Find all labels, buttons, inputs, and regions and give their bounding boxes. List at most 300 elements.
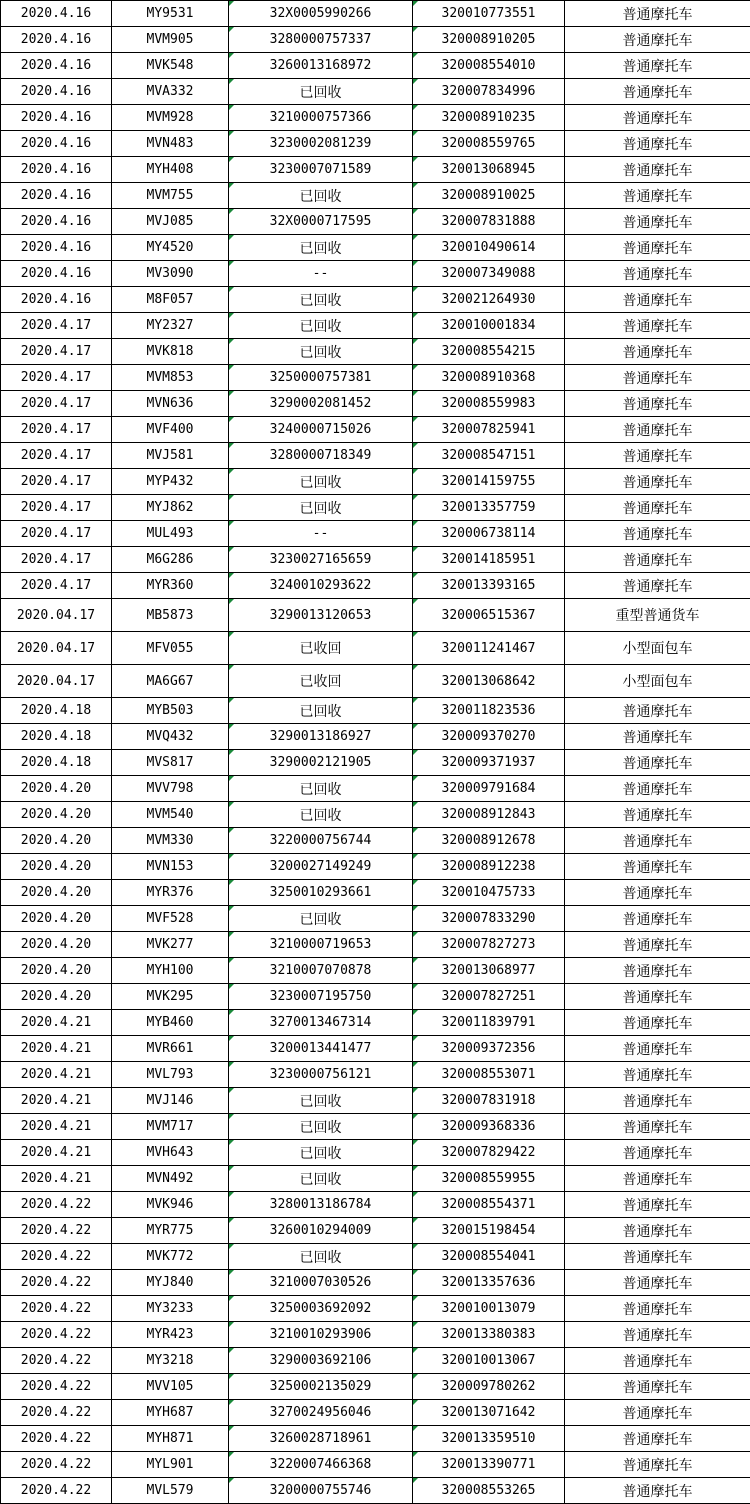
plate-cell[interactable]: MV3090 [112, 261, 229, 287]
plate-cell[interactable]: MYL901 [112, 1452, 229, 1478]
code-cell[interactable]: 3210010293906 [229, 1322, 413, 1348]
code-cell[interactable]: 3240010293622 [229, 573, 413, 599]
table-row [1, 1296, 750, 1322]
code-cell[interactable]: 3250000757381 [229, 365, 413, 391]
id-number-cell[interactable]: 320014185951 [413, 547, 565, 573]
plate-cell[interactable]: MVM540 [112, 802, 229, 828]
code-cell[interactable]: 3280000718349 [229, 443, 413, 469]
id-number-cell[interactable]: 320007827251 [413, 984, 565, 1010]
date-cell[interactable]: 2020.4.17 [1, 391, 112, 417]
id-number-cell[interactable]: 320009791684 [413, 776, 565, 802]
plate-cell[interactable]: MY3218 [112, 1348, 229, 1374]
code-cell[interactable]: 32X0005990266 [229, 1, 413, 27]
code-cell[interactable]: 32X0000717595 [229, 209, 413, 235]
id-number-cell[interactable]: 320006738114 [413, 521, 565, 547]
date-cell[interactable]: 2020.4.20 [1, 906, 112, 932]
code-cell[interactable]: 已回收 [229, 1140, 413, 1166]
date-cell[interactable]: 2020.4.16 [1, 209, 112, 235]
id-number-cell[interactable]: 320013357759 [413, 495, 565, 521]
id-number-cell[interactable]: 320009368336 [413, 1114, 565, 1140]
id-number-cell[interactable]: 320008554041 [413, 1244, 565, 1270]
vehicle-type-cell[interactable]: 普通摩托车 [565, 1010, 750, 1036]
vehicle-type-cell[interactable]: 普通摩托车 [565, 417, 750, 443]
vehicle-type-cell[interactable]: 普通摩托车 [565, 365, 750, 391]
plate-cell[interactable]: MVS817 [112, 750, 229, 776]
date-cell[interactable]: 2020.4.16 [1, 235, 112, 261]
code-cell[interactable]: 已回收 [229, 235, 413, 261]
vehicle-type-cell[interactable]: 普通摩托车 [565, 573, 750, 599]
id-number-cell[interactable]: 320008912843 [413, 802, 565, 828]
id-number-cell[interactable]: 320010475733 [413, 880, 565, 906]
table-row [1, 1244, 750, 1270]
vehicle-type-cell[interactable]: 普通摩托车 [565, 391, 750, 417]
id-number-cell[interactable]: 320009370270 [413, 724, 565, 750]
plate-cell[interactable]: MYB503 [112, 698, 229, 724]
code-cell[interactable]: 3210000719653 [229, 932, 413, 958]
code-cell[interactable]: 3270013467314 [229, 1010, 413, 1036]
vehicle-type-cell[interactable]: 普通摩托车 [565, 261, 750, 287]
code-cell[interactable]: 已回收 [229, 1166, 413, 1192]
id-number-cell[interactable]: 320008547151 [413, 443, 565, 469]
vehicle-type-cell[interactable]: 普通摩托车 [565, 443, 750, 469]
plate-cell[interactable]: MYP432 [112, 469, 229, 495]
id-number-cell[interactable]: 320008912678 [413, 828, 565, 854]
plate-cell[interactable]: MB5873 [112, 599, 229, 632]
table-row [1, 1166, 750, 1192]
table-row [1, 599, 750, 632]
code-cell[interactable]: 已回收 [229, 287, 413, 313]
plate-cell[interactable]: MVV105 [112, 1374, 229, 1400]
date-cell[interactable]: 2020.4.18 [1, 724, 112, 750]
plate-cell[interactable]: MY3233 [112, 1296, 229, 1322]
vehicle-type-cell[interactable]: 普通摩托车 [565, 1, 750, 27]
vehicle-type-cell[interactable]: 普通摩托车 [565, 209, 750, 235]
id-number-cell[interactable]: 320011839791 [413, 1010, 565, 1036]
vehicle-type-cell[interactable]: 普通摩托车 [565, 495, 750, 521]
id-number-cell[interactable]: 320010773551 [413, 1, 565, 27]
vehicle-type-cell[interactable]: 普通摩托车 [565, 828, 750, 854]
id-number-cell[interactable]: 320013359510 [413, 1426, 565, 1452]
code-cell[interactable]: 3290002121905 [229, 750, 413, 776]
plate-cell[interactable]: MYH687 [112, 1400, 229, 1426]
code-cell[interactable]: -- [229, 521, 413, 547]
vehicle-type-cell[interactable]: 普通摩托车 [565, 131, 750, 157]
vehicle-type-cell[interactable]: 普通摩托车 [565, 235, 750, 261]
id-number-cell[interactable]: 320010013067 [413, 1348, 565, 1374]
id-number-cell[interactable]: 320008553265 [413, 1478, 565, 1504]
date-cell[interactable]: 2020.4.17 [1, 547, 112, 573]
vehicle-type-cell[interactable]: 普通摩托车 [565, 287, 750, 313]
id-number-cell[interactable]: 320007829422 [413, 1140, 565, 1166]
table-row [1, 157, 750, 183]
plate-cell[interactable]: MYR376 [112, 880, 229, 906]
plate-cell[interactable]: MYB460 [112, 1010, 229, 1036]
date-cell[interactable]: 2020.4.20 [1, 828, 112, 854]
date-cell[interactable]: 2020.4.22 [1, 1244, 112, 1270]
table-row [1, 932, 750, 958]
date-cell[interactable]: 2020.4.20 [1, 958, 112, 984]
vehicle-type-cell[interactable]: 普通摩托车 [565, 27, 750, 53]
id-number-cell[interactable]: 320013380383 [413, 1322, 565, 1348]
id-number-cell[interactable]: 320011823536 [413, 698, 565, 724]
id-number-cell[interactable]: 320008910025 [413, 183, 565, 209]
code-cell[interactable]: 3220007466368 [229, 1452, 413, 1478]
date-cell[interactable]: 2020.4.16 [1, 157, 112, 183]
plate-cell[interactable]: MVF528 [112, 906, 229, 932]
date-cell[interactable]: 2020.4.21 [1, 1114, 112, 1140]
plate-cell[interactable]: MVM717 [112, 1114, 229, 1140]
code-cell[interactable]: 3280000757337 [229, 27, 413, 53]
code-cell[interactable]: 3240000715026 [229, 417, 413, 443]
id-number-cell[interactable]: 320007349088 [413, 261, 565, 287]
code-cell[interactable]: 3200027149249 [229, 854, 413, 880]
date-cell[interactable]: 2020.04.17 [1, 665, 112, 698]
vehicle-type-cell[interactable]: 普通摩托车 [565, 1192, 750, 1218]
vehicle-type-cell[interactable]: 普通摩托车 [565, 183, 750, 209]
vehicle-type-cell[interactable]: 普通摩托车 [565, 1348, 750, 1374]
plate-cell[interactable]: MVL579 [112, 1478, 229, 1504]
table-row [1, 1452, 750, 1478]
vehicle-type-cell[interactable]: 普通摩托车 [565, 958, 750, 984]
plate-cell[interactable]: MVN153 [112, 854, 229, 880]
plate-cell[interactable]: MVN636 [112, 391, 229, 417]
code-cell[interactable]: 3230000756121 [229, 1062, 413, 1088]
date-cell[interactable]: 2020.4.16 [1, 105, 112, 131]
date-cell[interactable]: 2020.4.20 [1, 984, 112, 1010]
code-cell[interactable]: 已回收 [229, 495, 413, 521]
code-cell[interactable]: 3260013168972 [229, 53, 413, 79]
date-cell[interactable]: 2020.4.17 [1, 521, 112, 547]
id-number-cell[interactable]: 320013068977 [413, 958, 565, 984]
date-cell[interactable]: 2020.4.17 [1, 313, 112, 339]
vehicle-type-cell[interactable]: 普通摩托车 [565, 521, 750, 547]
date-cell[interactable]: 2020.4.16 [1, 131, 112, 157]
vehicle-type-cell[interactable]: 普通摩托车 [565, 157, 750, 183]
id-number-cell[interactable]: 320008910205 [413, 27, 565, 53]
vehicle-type-cell[interactable]: 普通摩托车 [565, 932, 750, 958]
vehicle-type-cell[interactable]: 普通摩托车 [565, 105, 750, 131]
plate-cell[interactable]: MY4520 [112, 235, 229, 261]
vehicle-type-cell[interactable]: 普通摩托车 [565, 1036, 750, 1062]
date-cell[interactable]: 2020.4.22 [1, 1218, 112, 1244]
plate-cell[interactable]: MVA332 [112, 79, 229, 105]
plate-cell[interactable]: MVK295 [112, 984, 229, 1010]
date-cell[interactable]: 2020.4.22 [1, 1296, 112, 1322]
plate-cell[interactable]: MYH871 [112, 1426, 229, 1452]
vehicle-type-cell[interactable]: 普通摩托车 [565, 1166, 750, 1192]
vehicle-type-cell[interactable]: 普通摩托车 [565, 1374, 750, 1400]
plate-cell[interactable]: MVJ085 [112, 209, 229, 235]
code-cell[interactable]: 已回收 [229, 802, 413, 828]
code-cell[interactable]: 已回收 [229, 776, 413, 802]
code-cell[interactable]: 3220000756744 [229, 828, 413, 854]
vehicle-type-cell[interactable]: 普通摩托车 [565, 469, 750, 495]
date-cell[interactable]: 2020.4.20 [1, 854, 112, 880]
code-cell[interactable]: 3260010294009 [229, 1218, 413, 1244]
plate-cell[interactable]: MVM755 [112, 183, 229, 209]
vehicle-type-cell[interactable]: 普通摩托车 [565, 1270, 750, 1296]
vehicle-type-cell[interactable]: 普通摩托车 [565, 1088, 750, 1114]
plate-cell[interactable]: MVK946 [112, 1192, 229, 1218]
date-cell[interactable]: 2020.4.22 [1, 1192, 112, 1218]
date-cell[interactable]: 2020.4.17 [1, 469, 112, 495]
plate-cell[interactable]: MY2327 [112, 313, 229, 339]
id-number-cell[interactable]: 320014159755 [413, 469, 565, 495]
date-cell[interactable]: 2020.4.20 [1, 802, 112, 828]
plate-cell[interactable]: MA6G67 [112, 665, 229, 698]
id-number-cell[interactable]: 320009780262 [413, 1374, 565, 1400]
id-number-cell[interactable]: 320013357636 [413, 1270, 565, 1296]
code-cell[interactable]: 3280013186784 [229, 1192, 413, 1218]
vehicle-type-cell[interactable]: 普通摩托车 [565, 1114, 750, 1140]
date-cell[interactable]: 2020.4.22 [1, 1348, 112, 1374]
plate-cell[interactable]: MVM330 [112, 828, 229, 854]
vehicle-type-cell[interactable]: 普通摩托车 [565, 750, 750, 776]
id-number-cell[interactable]: 320007831918 [413, 1088, 565, 1114]
code-cell[interactable]: 已回收 [229, 1088, 413, 1114]
plate-cell[interactable]: MVJ581 [112, 443, 229, 469]
id-number-cell[interactable]: 320008553071 [413, 1062, 565, 1088]
code-cell[interactable]: 3250003692092 [229, 1296, 413, 1322]
vehicle-type-cell[interactable]: 普通摩托车 [565, 1218, 750, 1244]
vehicle-type-cell[interactable]: 普通摩托车 [565, 802, 750, 828]
id-number-cell[interactable]: 320010013079 [413, 1296, 565, 1322]
date-cell[interactable]: 2020.4.16 [1, 261, 112, 287]
code-cell[interactable]: 3230007071589 [229, 157, 413, 183]
plate-cell[interactable]: MYJ862 [112, 495, 229, 521]
plate-cell[interactable]: MVM853 [112, 365, 229, 391]
vehicle-type-cell[interactable]: 普通摩托车 [565, 776, 750, 802]
id-number-cell[interactable]: 320011241467 [413, 632, 565, 665]
plate-cell[interactable]: MVM905 [112, 27, 229, 53]
vehicle-type-cell[interactable]: 普通摩托车 [565, 1452, 750, 1478]
id-number-cell[interactable]: 320013068642 [413, 665, 565, 698]
id-number-cell[interactable]: 320007834996 [413, 79, 565, 105]
plate-cell[interactable]: MVH643 [112, 1140, 229, 1166]
date-cell[interactable]: 2020.4.21 [1, 1062, 112, 1088]
vehicle-type-cell[interactable]: 普通摩托车 [565, 1426, 750, 1452]
id-number-cell[interactable]: 320010490614 [413, 235, 565, 261]
vehicle-type-cell[interactable]: 普通摩托车 [565, 547, 750, 573]
code-cell[interactable]: 已回收 [229, 698, 413, 724]
code-cell[interactable]: 3270024956046 [229, 1400, 413, 1426]
plate-cell[interactable]: MVN492 [112, 1166, 229, 1192]
vehicle-type-cell[interactable]: 普通摩托车 [565, 1478, 750, 1504]
code-cell[interactable]: 3230027165659 [229, 547, 413, 573]
id-number-cell[interactable]: 320008559955 [413, 1166, 565, 1192]
plate-cell[interactable]: MFV055 [112, 632, 229, 665]
date-cell[interactable]: 2020.4.22 [1, 1322, 112, 1348]
id-number-cell[interactable]: 320008554215 [413, 339, 565, 365]
code-cell[interactable]: 3260028718961 [229, 1426, 413, 1452]
table-row [1, 1348, 750, 1374]
id-number-cell[interactable]: 320008910368 [413, 365, 565, 391]
plate-cell[interactable]: MYH408 [112, 157, 229, 183]
vehicle-type-cell[interactable]: 普通摩托车 [565, 53, 750, 79]
vehicle-type-cell[interactable]: 普通摩托车 [565, 1322, 750, 1348]
plate-cell[interactable]: MVJ146 [112, 1088, 229, 1114]
id-number-cell[interactable]: 320007825941 [413, 417, 565, 443]
id-number-cell[interactable]: 320009371937 [413, 750, 565, 776]
code-cell[interactable]: 已回收 [229, 313, 413, 339]
code-cell[interactable]: 3210007030526 [229, 1270, 413, 1296]
id-number-cell[interactable]: 320008559765 [413, 131, 565, 157]
code-cell[interactable]: 3210000757366 [229, 105, 413, 131]
id-number-cell[interactable]: 320021264930 [413, 287, 565, 313]
vehicle-type-cell[interactable]: 普通摩托车 [565, 1244, 750, 1270]
vehicle-type-cell[interactable]: 重型普通货车 [565, 599, 750, 632]
plate-cell[interactable]: MVQ432 [112, 724, 229, 750]
date-cell[interactable]: 2020.4.22 [1, 1400, 112, 1426]
id-number-cell[interactable]: 320007833290 [413, 906, 565, 932]
table-row [1, 105, 750, 131]
date-cell[interactable]: 2020.4.17 [1, 495, 112, 521]
plate-cell[interactable]: MYH100 [112, 958, 229, 984]
plate-cell[interactable]: MYR360 [112, 573, 229, 599]
code-cell[interactable]: 3250002135029 [229, 1374, 413, 1400]
date-cell[interactable]: 2020.4.16 [1, 183, 112, 209]
plate-cell[interactable]: MVK818 [112, 339, 229, 365]
code-cell[interactable]: 已收回 [229, 632, 413, 665]
id-number-cell[interactable]: 320008912238 [413, 854, 565, 880]
code-cell[interactable]: 已回收 [229, 469, 413, 495]
plate-cell[interactable]: M8F057 [112, 287, 229, 313]
code-cell[interactable]: 3290002081452 [229, 391, 413, 417]
id-number-cell[interactable]: 320013071642 [413, 1400, 565, 1426]
date-cell[interactable]: 2020.4.20 [1, 880, 112, 906]
vehicle-type-cell[interactable]: 普通摩托车 [565, 880, 750, 906]
code-cell[interactable]: 3230002081239 [229, 131, 413, 157]
plate-cell[interactable]: MVR661 [112, 1036, 229, 1062]
code-cell[interactable]: 3200000755746 [229, 1478, 413, 1504]
date-cell[interactable]: 2020.4.17 [1, 365, 112, 391]
plate-cell[interactable]: MYR775 [112, 1218, 229, 1244]
code-cell[interactable]: 3200013441477 [229, 1036, 413, 1062]
date-cell[interactable]: 2020.4.16 [1, 79, 112, 105]
vehicle-type-cell[interactable]: 普通摩托车 [565, 984, 750, 1010]
plate-cell[interactable]: MVM928 [112, 105, 229, 131]
date-cell[interactable]: 2020.4.17 [1, 443, 112, 469]
date-cell[interactable]: 2020.4.17 [1, 417, 112, 443]
vehicle-type-cell[interactable]: 普通摩托车 [565, 339, 750, 365]
plate-cell[interactable]: MVK548 [112, 53, 229, 79]
vehicle-type-cell[interactable]: 普通摩托车 [565, 1062, 750, 1088]
vehicle-type-cell[interactable]: 普通摩托车 [565, 854, 750, 880]
date-cell[interactable]: 2020.4.22 [1, 1426, 112, 1452]
date-cell[interactable]: 2020.04.17 [1, 632, 112, 665]
plate-cell[interactable]: MVF400 [112, 417, 229, 443]
plate-cell[interactable]: M6G286 [112, 547, 229, 573]
vehicle-type-cell[interactable]: 普通摩托车 [565, 724, 750, 750]
code-cell[interactable]: 3210007070878 [229, 958, 413, 984]
date-cell[interactable]: 2020.4.20 [1, 932, 112, 958]
date-cell[interactable]: 2020.4.21 [1, 1166, 112, 1192]
vehicle-type-cell[interactable]: 普通摩托车 [565, 698, 750, 724]
code-cell[interactable]: 3230007195750 [229, 984, 413, 1010]
plate-cell[interactable]: MYR423 [112, 1322, 229, 1348]
table-row [1, 1218, 750, 1244]
date-cell[interactable]: 2020.4.17 [1, 573, 112, 599]
plate-cell[interactable]: MYJ840 [112, 1270, 229, 1296]
vehicle-type-cell[interactable]: 普通摩托车 [565, 313, 750, 339]
id-number-cell[interactable]: 320007827273 [413, 932, 565, 958]
table-row [1, 1322, 750, 1348]
vehicle-type-cell[interactable]: 普通摩托车 [565, 1400, 750, 1426]
id-number-cell[interactable]: 320010001834 [413, 313, 565, 339]
vehicle-type-cell[interactable]: 普通摩托车 [565, 1296, 750, 1322]
vehicle-type-cell[interactable]: 普通摩托车 [565, 79, 750, 105]
plate-cell[interactable]: MVV798 [112, 776, 229, 802]
date-cell[interactable]: 2020.4.17 [1, 339, 112, 365]
table-row [1, 698, 750, 724]
plate-cell[interactable]: MVL793 [112, 1062, 229, 1088]
code-cell[interactable]: 已收回 [229, 665, 413, 698]
id-number-cell[interactable]: 320008910235 [413, 105, 565, 131]
vehicle-type-cell[interactable]: 小型面包车 [565, 665, 750, 698]
date-cell[interactable]: 2020.4.21 [1, 1088, 112, 1114]
date-cell[interactable]: 2020.4.21 [1, 1010, 112, 1036]
code-cell[interactable]: 已回收 [229, 906, 413, 932]
id-number-cell[interactable]: 320013390771 [413, 1452, 565, 1478]
vehicle-type-cell[interactable]: 普通摩托车 [565, 1140, 750, 1166]
code-cell[interactable]: 已回收 [229, 1244, 413, 1270]
id-number-cell[interactable]: 320008554010 [413, 53, 565, 79]
code-cell[interactable]: 已回收 [229, 339, 413, 365]
date-cell[interactable]: 2020.4.22 [1, 1270, 112, 1296]
id-number-cell[interactable]: 320013393165 [413, 573, 565, 599]
plate-cell[interactable]: MVN483 [112, 131, 229, 157]
date-cell[interactable]: 2020.4.21 [1, 1036, 112, 1062]
date-cell[interactable]: 2020.4.21 [1, 1140, 112, 1166]
id-number-cell[interactable]: 320008559983 [413, 391, 565, 417]
id-number-cell[interactable]: 320006515367 [413, 599, 565, 632]
date-cell[interactable]: 2020.4.22 [1, 1478, 112, 1504]
vehicle-type-cell[interactable]: 小型面包车 [565, 632, 750, 665]
id-number-cell[interactable]: 320013068945 [413, 157, 565, 183]
id-number-cell[interactable]: 320015198454 [413, 1218, 565, 1244]
date-cell[interactable]: 2020.4.16 [1, 1, 112, 27]
date-cell[interactable]: 2020.4.22 [1, 1374, 112, 1400]
code-cell[interactable]: 3290013186927 [229, 724, 413, 750]
plate-cell[interactable]: MVK772 [112, 1244, 229, 1270]
date-cell[interactable]: 2020.4.22 [1, 1452, 112, 1478]
table-row [1, 1088, 750, 1114]
id-number-cell[interactable]: 320009372356 [413, 1036, 565, 1062]
date-cell[interactable]: 2020.4.16 [1, 287, 112, 313]
table-row [1, 632, 750, 665]
date-cell[interactable]: 2020.4.16 [1, 53, 112, 79]
code-cell[interactable]: 已回收 [229, 183, 413, 209]
date-cell[interactable]: 2020.4.16 [1, 27, 112, 53]
date-cell[interactable]: 2020.4.18 [1, 750, 112, 776]
code-cell[interactable]: 已回收 [229, 1114, 413, 1140]
records-table-body [1, 1, 750, 1504]
date-cell[interactable]: 2020.4.18 [1, 698, 112, 724]
date-cell[interactable]: 2020.4.20 [1, 776, 112, 802]
date-cell[interactable]: 2020.04.17 [1, 599, 112, 632]
id-number-cell[interactable]: 320007831888 [413, 209, 565, 235]
code-cell[interactable]: 3290003692106 [229, 1348, 413, 1374]
plate-cell[interactable]: MVK277 [112, 932, 229, 958]
vehicle-type-cell[interactable]: 普通摩托车 [565, 906, 750, 932]
plate-cell[interactable]: MUL493 [112, 521, 229, 547]
plate-cell[interactable]: MY9531 [112, 1, 229, 27]
code-cell[interactable]: -- [229, 261, 413, 287]
code-cell[interactable]: 3290013120653 [229, 599, 413, 632]
code-cell[interactable]: 3250010293661 [229, 880, 413, 906]
id-number-cell[interactable]: 320008554371 [413, 1192, 565, 1218]
code-cell[interactable]: 已回收 [229, 79, 413, 105]
